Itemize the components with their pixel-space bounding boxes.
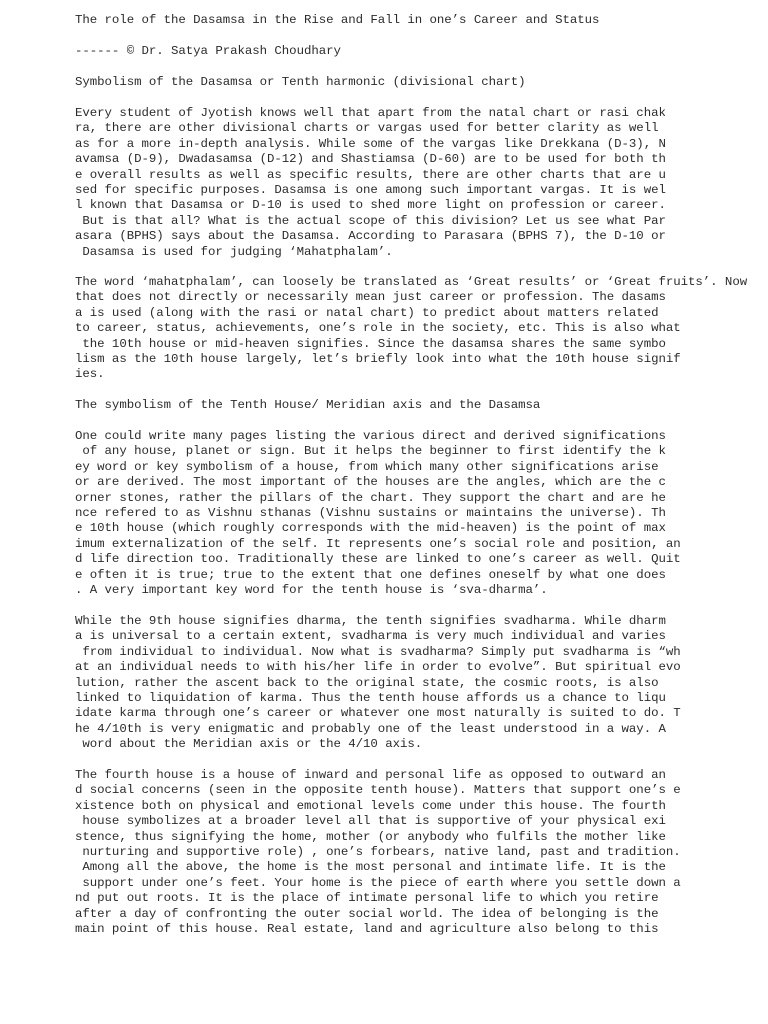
text-line: after a day of confronting the outer social world. The idea of belonging is the: [75, 906, 659, 921]
text-line: asara (BPHS) says about the Dasamsa. According to Parasara (BPHS 7), the D-10 or: [75, 229, 666, 244]
text-line: from individual to individual. Now what is svadharma? Simply put svadharma is “wh: [75, 644, 681, 659]
text-line: the 10th house or mid-heaven signifies. Since the dasamsa shares the same symbo: [75, 336, 666, 351]
text-line: house symbolizes at a broader level all that is supportive of your physical exi: [75, 814, 666, 829]
text-line: avamsa (D-9), Dwadasamsa (D-12) and Shastiamsa (D-60) are to be used for both th: [75, 152, 666, 167]
text-line: nce refered to as Vishnu sthanas (Vishnu sustains or maintains the universe). Th: [75, 506, 666, 520]
text-line: xistence both on physical and emotional levels come under this house. The fourth: [75, 798, 666, 813]
text-line: of any house, planet or sign. But it helps the beginner to first identify the k: [75, 444, 666, 459]
text-line: a is used (along with the rasi or natal chart) to predict about matters related: [75, 305, 659, 320]
text-line: Among all the above, the home is the most personal and intimate life. It is the: [75, 860, 666, 875]
text-line: ies.: [75, 367, 105, 382]
text-line: Every student of Jyotish knows well that apart from the natal chart or rasi chak: [75, 106, 666, 120]
text-line: l known that Dasamsa or D-10 is used to shed more light on profession or career.: [75, 198, 666, 213]
text-line: One could write many pages listing the various direct and derived significations: [75, 429, 666, 443]
text-line: sed for specific purposes. Dasamsa is one among such important vargas. It is wel: [75, 183, 666, 197]
text-line: that does not directly or necessarily mean just career or profession. The dasams: [75, 290, 666, 305]
text-line: nurturing and supportive role) , one’s forbears, native land, past and tradition.: [75, 845, 681, 859]
text-line: The fourth house is a house of inward and personal life as opposed to outward an: [75, 768, 666, 782]
text-line: But is that all? What is the actual scope of this division? Let us see what Par: [75, 213, 666, 228]
text-line: nd put out roots. It is the place of intimate personal life to which you retire: [75, 891, 659, 906]
text-line: as for a more in-depth analysis. While some of the vargas like Drekkana (D-3), N: [75, 136, 666, 151]
text-line: d life direction too. Traditionally these are linked to one’s career as well. Quit: [75, 552, 681, 567]
text-line: e often it is true; true to the extent that one defines oneself by what one does: [75, 567, 666, 582]
text-line: ra, there are other divisional charts or vargas used for better clarity as well: [75, 121, 659, 136]
text-line: to career, status, achievements, one’s role in the society, etc. This is also what: [75, 321, 681, 336]
text-line: linked to liquidation of karma. Thus the tenth house affords us a chance to liqu: [75, 691, 666, 705]
text-line: While the 9th house signifies dharma, the tenth signifies svadharma. While dharm: [75, 614, 666, 628]
text-line: at an individual needs to with his/her life in order to evolve”. But spiritual evo: [75, 660, 681, 675]
text-line: idate karma through one’s career or whatever one most naturally is suited to do. T: [75, 706, 681, 721]
text-line: e overall results as well as specific results, there are other charts that are u: [75, 167, 666, 182]
text-line: stence, thus signifying the home, mother (or anybody who fulfils the mother like: [75, 829, 666, 844]
text-line: word about the Meridian axis or the 4/10 axis.: [75, 737, 423, 752]
text-line: or are derived. The most important of the houses are the angles, which are the c: [75, 475, 666, 490]
text-line: ey word or key symbolism of a house, from which many other significations arise: [75, 459, 659, 474]
author-line: ------ © Dr. Satya Prakash Choudhary: [75, 44, 341, 58]
text-line: main point of this house. Real estate, land and agriculture also belong to this: [75, 922, 659, 936]
text-line: imum externalization of the self. It represents one’s social role and position, an: [75, 536, 681, 551]
text-line: d social concerns (seen in the opposite tenth house). Matters that support one’s e: [75, 783, 681, 798]
text-line: Dasamsa is used for judging ‘Mahatphalam’.: [75, 244, 393, 259]
document-title: The role of the Dasamsa in the Rise and Fall in one’s Career and Status: [75, 13, 600, 27]
text-line: . A very important key word for the tenth house is ‘sva-dharma’.: [75, 583, 548, 597]
text-line: orner stones, rather the pillars of the chart. They support the chart and are he: [75, 490, 666, 505]
text-line: e 10th house (which roughly corresponds with the mid-heaven) is the point of max: [75, 521, 666, 536]
text-line: support under one’s feet. Your home is the piece of earth where you settle down a: [75, 875, 681, 890]
text-line: lution, rather the ascent back to the original state, the cosmic roots, is also: [75, 675, 659, 690]
text-line: lism as the 10th house largely, let’s briefly look into what the 10th house signif: [75, 352, 681, 366]
text-line: a is universal to a certain extent, svadharma is very much individual and varies: [75, 629, 666, 644]
text-line: he 4/10th is very enigmatic and probably one of the least understood in a way. A: [75, 721, 666, 736]
section-heading-dasamsa-symbolism: Symbolism of the Dasamsa or Tenth harmonic (divisional chart): [75, 75, 526, 89]
section-heading-tenth-house: The symbolism of the Tenth House/ Meridian axis and the Dasamsa: [75, 398, 541, 412]
text-line: The word ‘mahatphalam’, can loosely be translated as ‘Great results’ or ‘Great fruits’. Now: [75, 275, 748, 289]
